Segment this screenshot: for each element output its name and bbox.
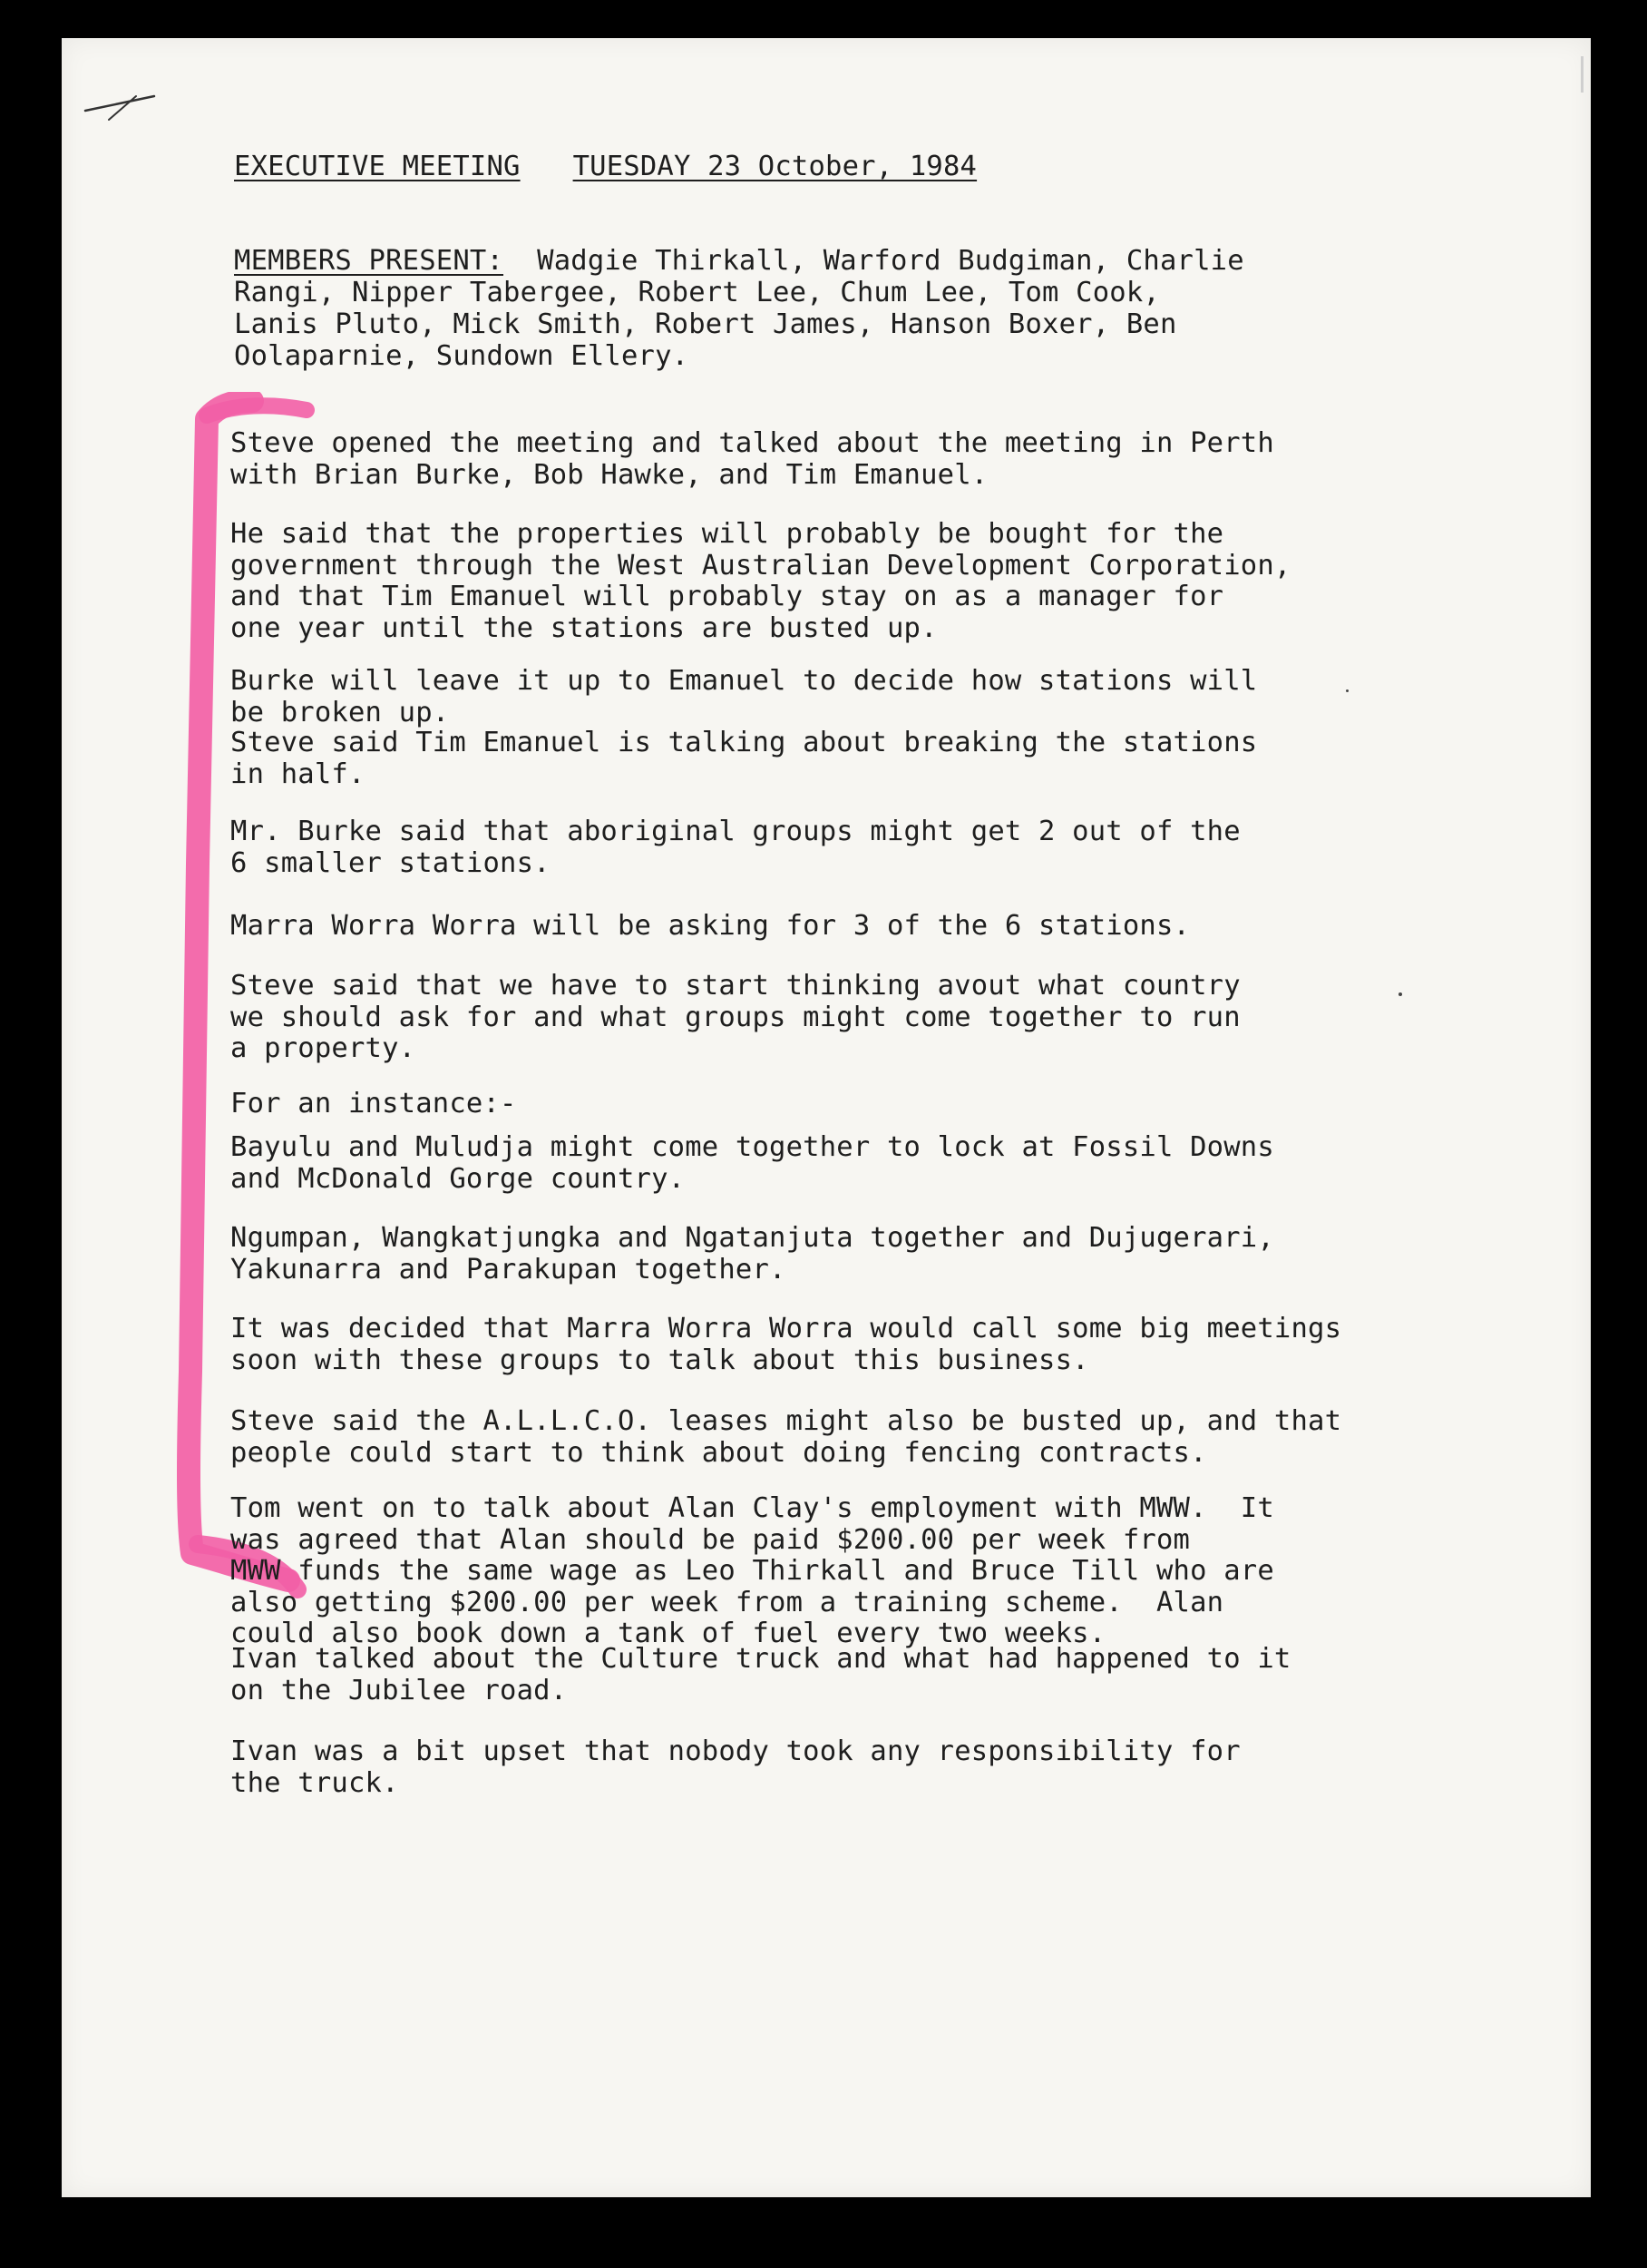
- paragraph-line: He said that the properties will probably be bought for the: [230, 518, 1224, 550]
- paragraph-line: Tom went on to talk about Alan Clay's employment with MWW. It: [230, 1492, 1274, 1524]
- paragraph-line: government through the West Australian Development Corporation,: [230, 549, 1291, 582]
- paragraph-line: was agreed that Alan should be paid $200.00 per week from: [230, 1523, 1191, 1556]
- paragraph: [230, 1406, 1341, 1469]
- paragraph-line: also getting $200.00 per week from a training scheme. Alan: [230, 1586, 1224, 1618]
- paragraph-line: and McDonald Gorge country.: [230, 1162, 686, 1195]
- paragraph-line: in half.: [230, 758, 365, 790]
- paragraph-line: Ivan was a bit upset that nobody took any responsibility for: [230, 1735, 1241, 1767]
- paragraph: [230, 1089, 517, 1120]
- paragraph-line: we should ask for and what groups might come together to run: [230, 1001, 1241, 1033]
- paragraph: [230, 428, 1274, 491]
- members-label: MEMBERS PRESENT:: [234, 245, 504, 277]
- paragraph-line: people could start to think about doing fencing contracts.: [230, 1436, 1207, 1469]
- paragraph: [230, 1736, 1241, 1799]
- paragraph-line: Bayulu and Muludja might come together to lock at Fossil Downs: [230, 1131, 1274, 1163]
- meeting-date: TUESDAY 23 October, 1984: [572, 151, 978, 182]
- paragraph-line: MWW funds the same wage as Leo Thirkall and Bruce Till who are: [230, 1555, 1274, 1587]
- paragraph-line: Ngumpan, Wangkatjungka and Ngatanjuta together and Dujugerari,: [230, 1222, 1274, 1254]
- paragraph-line: Steve said that we have to start thinking avout what country: [230, 970, 1241, 1002]
- paragraph: [230, 971, 1241, 1065]
- meeting-heading: [234, 151, 977, 182]
- paragraph-line: on the Jubilee road.: [230, 1674, 568, 1706]
- paragraph-line: and that Tim Emanuel will probably stay on as a manager for: [230, 581, 1224, 612]
- paragraph-line: Marra Worra Worra will be asking for 3 of the 6 stations.: [230, 910, 1191, 942]
- members-present: [234, 245, 1244, 372]
- ink-speck: [1398, 992, 1402, 996]
- document-page: [62, 38, 1591, 2197]
- ink-speck: [1346, 689, 1349, 692]
- paragraph: [230, 519, 1291, 644]
- paragraph-line: with Brian Burke, Bob Hawke, and Tim Emanuel.: [230, 458, 989, 491]
- paragraph: [230, 728, 1257, 790]
- paragraph: [230, 666, 1257, 728]
- paragraph-line: one year until the stations are busted up.: [230, 611, 938, 644]
- paragraph: [230, 816, 1241, 879]
- paragraph: [230, 1314, 1341, 1376]
- paragraph-line: could also book down a tank of fuel every two weeks.: [230, 1618, 1106, 1649]
- paragraph-line: the truck.: [230, 1766, 399, 1799]
- members-line: Oolaparnie, Sundown Ellery.: [234, 340, 689, 372]
- paragraph-line: It was decided that Marra Worra Worra would call some big meetings: [230, 1313, 1342, 1344]
- meeting-title: EXECUTIVE MEETING: [234, 151, 521, 182]
- paragraph-line: Steve said the A.L.L.C.O. leases might also be busted up, and that: [230, 1405, 1342, 1437]
- paragraph-line: Yakunarra and Parakupan together.: [230, 1253, 786, 1286]
- paragraph: [230, 1223, 1274, 1286]
- paragraph: [230, 1644, 1291, 1706]
- paper-edge-speck: [1581, 56, 1584, 93]
- paragraph-line: Steve said Tim Emanuel is talking about breaking the stations: [230, 727, 1258, 758]
- paragraph-line: 6 smaller stations.: [230, 846, 551, 879]
- paragraph-line: a property.: [230, 1032, 416, 1064]
- members-line: Wadgie Thirkall, Warford Budgiman, Charlie: [537, 245, 1244, 277]
- paragraph-line: Mr. Burke said that aboriginal groups might get 2 out of the: [230, 816, 1241, 847]
- members-line: Rangi, Nipper Tabergee, Robert Lee, Chum Lee, Tom Cook,: [234, 277, 1160, 308]
- members-line: Lanis Pluto, Mick Smith, Robert James, Hanson Boxer, Ben: [234, 308, 1177, 340]
- paragraph: [230, 911, 1190, 943]
- paragraph: [230, 1132, 1274, 1195]
- paragraph-line: Burke will leave it up to Emanuel to decide how stations will: [230, 665, 1258, 697]
- paragraph-line: be broken up.: [230, 696, 450, 728]
- paragraph-line: For an instance:-: [230, 1088, 517, 1119]
- paragraph-line: Steve opened the meeting and talked about the meeting in Perth: [230, 427, 1274, 459]
- paragraph-line: Ivan talked about the Culture truck and what had happened to it: [230, 1643, 1291, 1675]
- pencil-tick-mark: [82, 89, 172, 134]
- paragraph-line: soon with these groups to talk about this business.: [230, 1344, 1089, 1376]
- paragraph: [230, 1493, 1274, 1650]
